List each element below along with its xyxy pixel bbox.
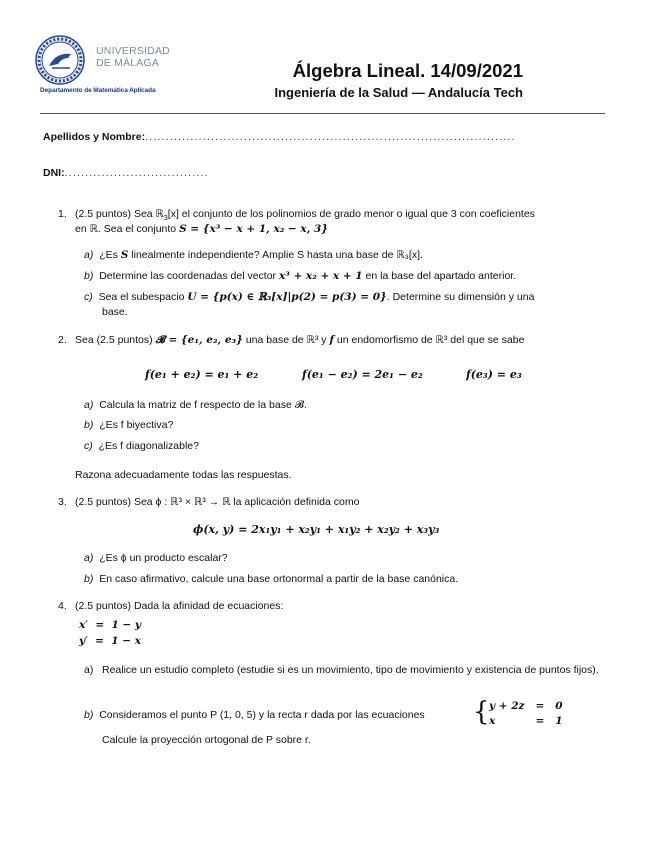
p3-formula: ϕ(x, y) = 2x₁y₁ + x₂y₁ + x₁y₂ + x₂y₂ + x₃y₃ (193, 523, 440, 536)
p4-b-line2: Calcule la proyección ortogonal de P sobre r. (102, 734, 311, 746)
p1-a: a) ¿Es S linealmente independiente? Amplie S hasta una base de ℝ₃[x]. (84, 249, 423, 261)
exam-subtitle: Ingeniería de la Salud — Andalucía Tech (274, 85, 523, 100)
p1-c-line2: base. (102, 306, 128, 318)
dni-dots: ................................... (64, 167, 209, 179)
p4-intro: (2.5 puntos) Dada la afinidad de ecuaciones: (75, 600, 284, 612)
p4-a-text: Realice un estudio completo (estudie si es un movimiento, tipo de movimiento y existencia de puntos fijos). (102, 664, 599, 676)
department-name: Departamento de Matemática Aplicada (40, 87, 156, 94)
p3-number: 3. (58, 496, 67, 508)
name-label: Apellidos y Nombre: (43, 131, 146, 143)
p2-b: b) ¿Es f biyectiva? (84, 419, 174, 431)
header-divider (40, 113, 605, 114)
p1-set: S = {x³ − x + 1, x₂ − x, 3} (179, 223, 329, 235)
p4-sys2: x = 1 (489, 715, 563, 727)
p4-b: b) Consideramos el punto P (1, 0, 5) y la recta r dada por las ecuaciones (84, 709, 425, 721)
p1-intro: (2.5 puntos) Sea ℝ$_3$[x] el conjunto de los polinomios de grado menor o igual que 3 con coeficientes (75, 208, 535, 223)
dni-label: DNI: (43, 167, 65, 179)
p2-note: Razona adecuadamente todas las respuestas. (75, 469, 292, 481)
p2-c: c) ¿Es f diagonalizable? (84, 440, 199, 452)
p2-eq3: f(e₃) = e₃ (466, 368, 522, 381)
p1-b: b) Determine las coordenadas del vector x³ + x₂ + x + 1 en la base del apartado anterior. (84, 270, 517, 282)
p4-eq2: y′ = 1 − x (79, 635, 141, 647)
p4-number: 4. (58, 600, 67, 612)
dni-field[interactable] (43, 167, 209, 179)
p2-eq1: f(e₁ + e₂) = e₁ + e₂ (145, 368, 259, 381)
name-dots: .......................................................................................... (145, 131, 516, 143)
exam-title: Álgebra Lineal. 14/09/2021 (292, 60, 523, 81)
p4-eq1: x′ = 1 − y (79, 619, 141, 631)
university-seal-icon (34, 34, 86, 86)
university-name: UNIVERSIDAD DE MÁLAGA (96, 45, 170, 69)
p3-a: a) ¿Es ϕ un producto escalar? (84, 552, 228, 564)
p3-b: b) En caso afirmativo, calcule una base ortonormal a partir de la base canónica. (84, 573, 459, 585)
p1-c: c) Sea el subespacio U = {p(x) ∈ ℝ₃[x]|p(2) = p(3) = 0}. Determine su dimensión y una (84, 291, 535, 303)
system-brace: { (473, 697, 490, 727)
p1-number: 1. (58, 208, 67, 220)
p2-intro: Sea (2.5 puntos) 𝓑 = {e₁, e₂, e₃} una base de ℝ³ y f un endomorfismo de ℝ³ del que se sabe (75, 334, 525, 346)
name-field[interactable] (43, 131, 516, 143)
p2-eq2: f(e₁ − e₂) = 2e₁ − e₂ (302, 368, 423, 381)
p1-intro-line2: en ℝ. Sea el conjunto S = {x³ − x + 1, x₂ − x, 3} (75, 223, 329, 235)
p2-number: 2. (58, 334, 67, 346)
p2-a: a) Calcula la matriz de f respecto de la base 𝓑. (84, 399, 307, 411)
p4-sys1: y + 2z = 0 (489, 700, 563, 712)
p3-intro: (2.5 puntos) Sea ϕ : ℝ³ × ℝ³ → ℝ la aplicación definida como (75, 496, 360, 508)
p4-a-label: a) (84, 664, 94, 676)
